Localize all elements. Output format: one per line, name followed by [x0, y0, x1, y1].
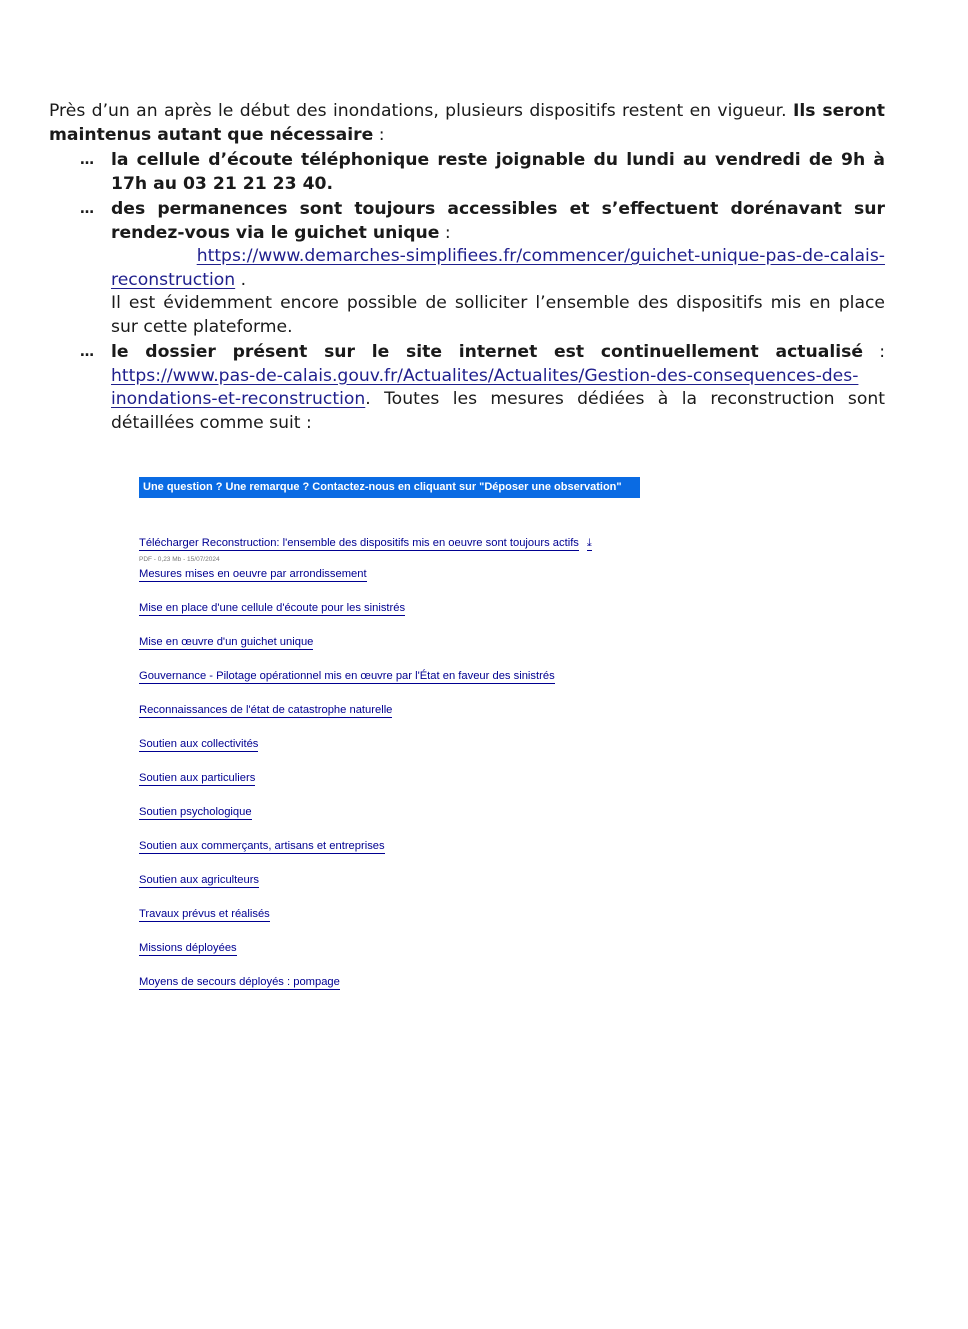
reconstruction-links — [139, 564, 649, 1006]
list-item — [139, 972, 649, 1006]
bullet-permanences — [49, 198, 885, 339]
link-mesures-arrondissement[interactable]: Mesures mises en oeuvre par arrondissement — [139, 568, 367, 580]
list-item — [139, 802, 649, 836]
list-item — [139, 768, 649, 802]
dossier-link-suffix: . Toutes les mesures dédiées à la reconstruction sont détaillées comme suit : — [111, 389, 885, 433]
document-page — [49, 100, 885, 435]
intro-bold-text: Ils seront maintenus autant que nécessaire — [49, 101, 886, 145]
link-gouvernance[interactable]: Gouvernance - Pilotage opérationnel mis en œuvre par l'État en faveur des sinistrés — [139, 670, 555, 682]
link-missions-deployees[interactable]: Missions déployées — [139, 942, 237, 954]
observation-banner[interactable]: Une question ? Une remarque ? Contactez-nous en cliquant sur "Déposer une observation" — [139, 477, 640, 498]
list-item — [139, 632, 649, 666]
list-item — [139, 870, 649, 904]
ellipsis-bullet-icon: … — [80, 152, 93, 168]
permanences-text: des permanences sont toujours accessibles et s’effectuent dorénavant sur rendez-vous via le guichet unique — [111, 199, 885, 243]
list-item — [139, 734, 649, 768]
link-soutien-commercants[interactable]: Soutien aux commerçants, artisans et entreprises — [139, 840, 385, 852]
guichet-link-suffix: . — [235, 269, 247, 290]
download-block — [139, 533, 649, 564]
download-reconstruction-link[interactable]: Télécharger Reconstruction: l'ensemble des dispositifs mis en oeuvre sont toujours actifs — [139, 537, 579, 549]
permanences-colon: : — [439, 222, 451, 243]
link-soutien-collectivites[interactable]: Soutien aux collectivités — [139, 738, 259, 750]
list-item — [139, 938, 649, 972]
list-item — [139, 598, 649, 632]
link-guichet-unique[interactable]: Mise en œuvre d'un guichet unique — [139, 636, 314, 648]
ellipsis-bullet-icon: … — [80, 201, 93, 217]
bullet-hotline — [49, 149, 885, 196]
link-soutien-psychologique[interactable]: Soutien psychologique — [139, 806, 252, 818]
hotline-text: la cellule d’écoute téléphonique reste joignable du lundi au vendredi de 9h à 17h au 03 21 21 23 40. — [111, 150, 885, 194]
link-moyens-secours[interactable]: Moyens de secours déployés : pompage — [139, 976, 340, 988]
list-item — [139, 904, 649, 938]
link-cellule-ecoute[interactable]: Mise en place d'une cellule d'écoute pour les sinistrés — [139, 602, 406, 614]
link-catastrophe-naturelle[interactable]: Reconnaissances de l'état de catastrophe naturelle — [139, 704, 393, 716]
intro-text: Près d’un an après le début des inondations, plusieurs dispositifs restent en vigueur. — [49, 101, 793, 121]
ellipsis-bullet-icon: … — [80, 344, 93, 360]
guichet-unique-link[interactable]: https://www.demarches-simplifiees.fr/commencer/guichet-unique-pas-de-calais-reconstruction — [111, 246, 885, 290]
list-item — [139, 564, 649, 598]
dossier-colon: : — [863, 342, 885, 362]
prefecture-dossier-link[interactable]: https://www.pas-de-calais.gouv.fr/Actualites/Actualites/Gestion-des-consequences-des-inondations-et-reconstruction — [111, 365, 859, 409]
list-item — [139, 836, 649, 870]
bullet-dossier — [49, 341, 885, 435]
dossier-text: le dossier présent sur le site internet est continuellement actualisé — [111, 342, 863, 362]
link-travaux[interactable]: Travaux prévus et réalisés — [139, 908, 270, 920]
list-item — [139, 666, 649, 700]
list-item — [139, 700, 649, 734]
link-soutien-particuliers[interactable]: Soutien aux particuliers — [139, 772, 256, 784]
measures-list — [49, 149, 885, 435]
embedded-screenshot — [139, 477, 649, 1006]
intro-paragraph — [49, 100, 885, 147]
link-soutien-agriculteurs[interactable]: Soutien aux agriculteurs — [139, 874, 260, 886]
download-icon[interactable]: ⤓ — [586, 537, 592, 549]
intro-suffix: : — [373, 124, 385, 145]
download-meta: PDF - 0,23 Mb - 15/07/2024 — [139, 556, 220, 563]
platform-note: Il est évidemment encore possible de solliciter l’ensemble des dispositifs mis en place sur cette plateforme. — [111, 293, 885, 337]
